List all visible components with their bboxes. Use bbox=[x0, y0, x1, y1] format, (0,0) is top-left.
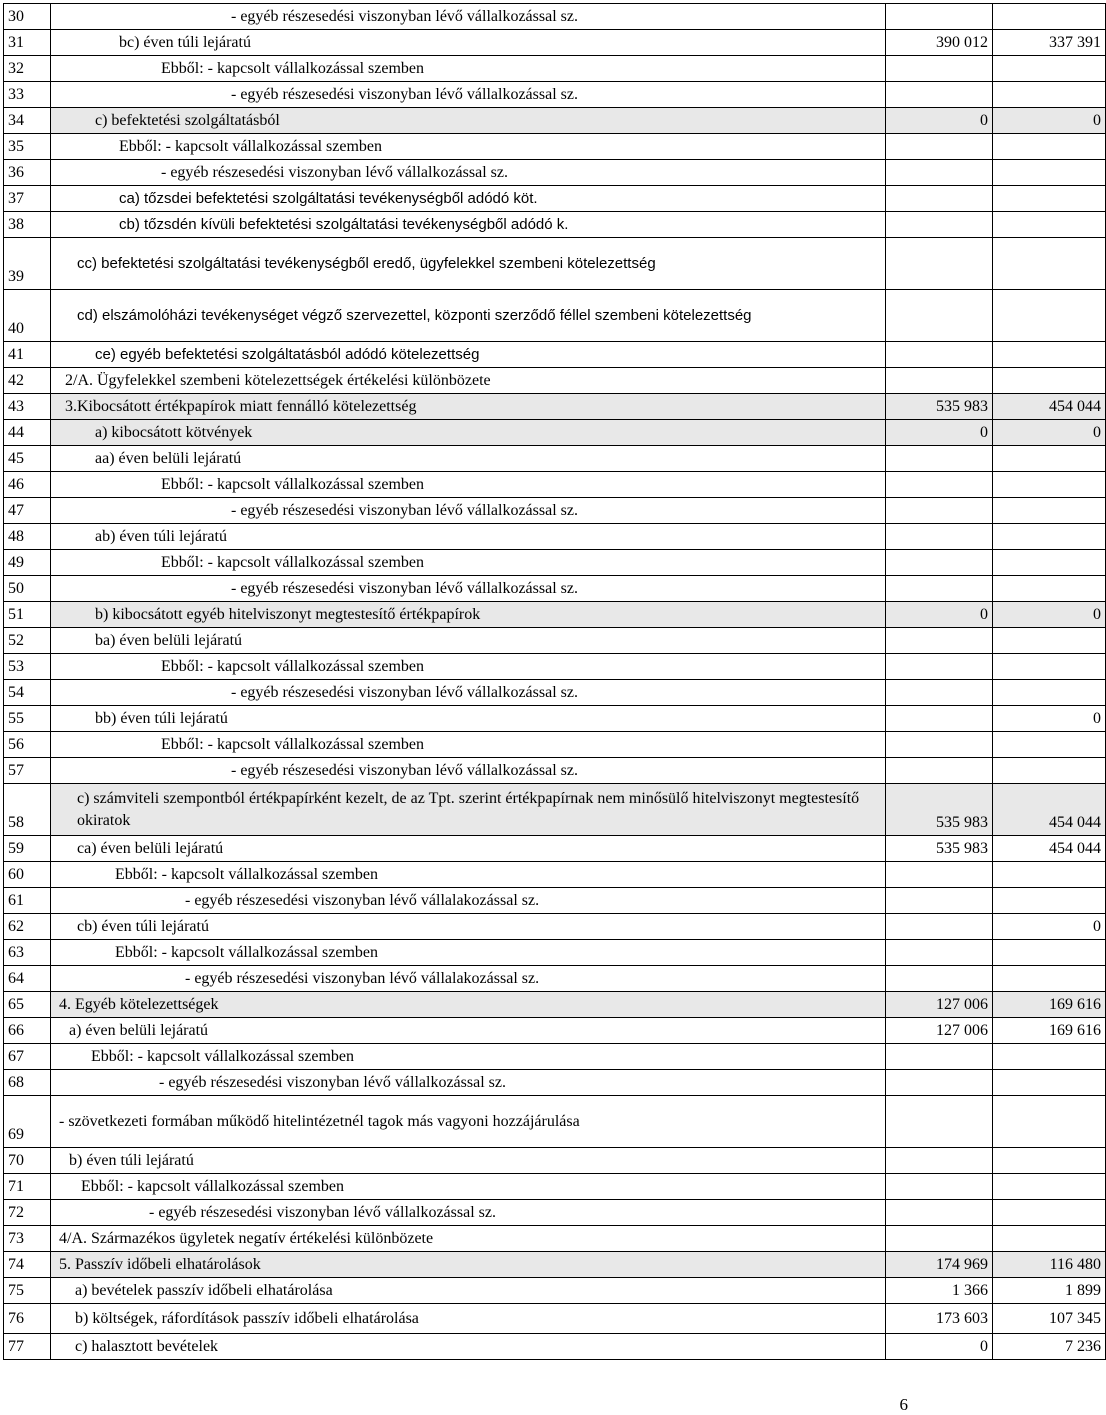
value-current bbox=[993, 732, 1106, 758]
row-number: 76 bbox=[4, 1304, 51, 1334]
value-current bbox=[993, 82, 1106, 108]
value-current bbox=[993, 1226, 1106, 1252]
value-previous bbox=[886, 238, 993, 290]
value-current: 169 616 bbox=[993, 1018, 1106, 1044]
value-current: 454 044 bbox=[993, 784, 1106, 836]
value-previous: 0 bbox=[886, 602, 993, 628]
row-description: Ebből: - kapcsolt vállalkozással szemben bbox=[51, 654, 886, 680]
value-previous: 1 366 bbox=[886, 1278, 993, 1304]
table-body bbox=[4, 4, 1106, 1360]
value-previous: 535 983 bbox=[886, 836, 993, 862]
row-description: cb) éven túli lejáratú bbox=[51, 914, 886, 940]
table-row bbox=[4, 1334, 1106, 1360]
row-number: 73 bbox=[4, 1226, 51, 1252]
table-row bbox=[4, 186, 1106, 212]
row-number: 43 bbox=[4, 394, 51, 420]
table-row bbox=[4, 56, 1106, 82]
table-row bbox=[4, 654, 1106, 680]
row-description: - egyéb részesedési viszonyban lévő vállalkozással sz. bbox=[51, 758, 886, 784]
row-number: 33 bbox=[4, 82, 51, 108]
value-current bbox=[993, 680, 1106, 706]
value-previous bbox=[886, 4, 993, 30]
row-number: 75 bbox=[4, 1278, 51, 1304]
table-row bbox=[4, 576, 1106, 602]
row-description: cb) tőzsdén kívüli befektetési szolgáltatási tevékenységből adódó k. bbox=[51, 212, 886, 238]
value-current: 0 bbox=[993, 706, 1106, 732]
row-description: Ebből: - kapcsolt vállalkozással szemben bbox=[51, 472, 886, 498]
value-current: 0 bbox=[993, 602, 1106, 628]
table-row bbox=[4, 940, 1106, 966]
table-row bbox=[4, 914, 1106, 940]
balance-sheet-table bbox=[3, 3, 1106, 1360]
row-description: bb) éven túli lejáratú bbox=[51, 706, 886, 732]
row-number: 69 bbox=[4, 1096, 51, 1148]
row-number: 62 bbox=[4, 914, 51, 940]
value-current bbox=[993, 290, 1106, 342]
table-row bbox=[4, 550, 1106, 576]
value-previous: 0 bbox=[886, 108, 993, 134]
table-row bbox=[4, 4, 1106, 30]
value-current bbox=[993, 1044, 1106, 1070]
row-description: cc) befektetési szolgáltatási tevékenységből eredő, ügyfelekkel szembeni kötelezettség bbox=[51, 238, 886, 290]
value-previous bbox=[886, 966, 993, 992]
value-previous bbox=[886, 134, 993, 160]
value-current: 0 bbox=[993, 108, 1106, 134]
table-row bbox=[4, 888, 1106, 914]
value-previous bbox=[886, 1044, 993, 1070]
table-row bbox=[4, 290, 1106, 342]
row-number: 37 bbox=[4, 186, 51, 212]
row-description: - egyéb részesedési viszonyban lévő vállalkozással sz. bbox=[51, 576, 886, 602]
row-number: 63 bbox=[4, 940, 51, 966]
table-row bbox=[4, 1070, 1106, 1096]
row-description: - egyéb részesedési viszonyban lévő vállalkozással sz. bbox=[51, 1200, 886, 1226]
table-row bbox=[4, 862, 1106, 888]
value-previous bbox=[886, 628, 993, 654]
row-description: b) éven túli lejáratú bbox=[51, 1148, 886, 1174]
value-current bbox=[993, 446, 1106, 472]
row-number: 59 bbox=[4, 836, 51, 862]
value-previous bbox=[886, 212, 993, 238]
row-number: 41 bbox=[4, 342, 51, 368]
value-current: 107 345 bbox=[993, 1304, 1106, 1334]
value-current: 454 044 bbox=[993, 836, 1106, 862]
row-description: Ebből: - kapcsolt vállalkozással szemben bbox=[51, 862, 886, 888]
value-current bbox=[993, 56, 1106, 82]
row-description: a) bevételek passzív időbeli elhatárolása bbox=[51, 1278, 886, 1304]
value-previous bbox=[886, 654, 993, 680]
table-row bbox=[4, 732, 1106, 758]
value-previous: 0 bbox=[886, 1334, 993, 1360]
row-description: - egyéb részesedési viszonyban lévő vállalakozással sz. bbox=[51, 888, 886, 914]
value-current bbox=[993, 1148, 1106, 1174]
table-row bbox=[4, 524, 1106, 550]
table-row bbox=[4, 420, 1106, 446]
table-row bbox=[4, 1304, 1106, 1334]
value-previous bbox=[886, 1226, 993, 1252]
row-description: - szövetkezeti formában működő hitelintézetnél tagok más vagyoni hozzájárulása bbox=[51, 1096, 886, 1148]
value-previous bbox=[886, 82, 993, 108]
value-current bbox=[993, 1096, 1106, 1148]
row-description: Ebből: - kapcsolt vállalkozással szemben bbox=[51, 1044, 886, 1070]
row-description: Ebből: - kapcsolt vállalkozással szemben bbox=[51, 940, 886, 966]
row-number: 70 bbox=[4, 1148, 51, 1174]
page-number: 6 bbox=[899, 1395, 908, 1414]
row-number: 46 bbox=[4, 472, 51, 498]
row-description: ce) egyéb befektetési szolgáltatásból adódó kötelezettség bbox=[51, 342, 886, 368]
table-row bbox=[4, 498, 1106, 524]
value-current bbox=[993, 966, 1106, 992]
row-description: c) befektetési szolgáltatásból bbox=[51, 108, 886, 134]
value-previous bbox=[886, 680, 993, 706]
value-current bbox=[993, 758, 1106, 784]
row-number: 47 bbox=[4, 498, 51, 524]
row-number: 56 bbox=[4, 732, 51, 758]
value-previous: 390 012 bbox=[886, 30, 993, 56]
value-previous bbox=[886, 576, 993, 602]
row-description: 4. Egyéb kötelezettségek bbox=[51, 992, 886, 1018]
table-row bbox=[4, 160, 1106, 186]
table-row bbox=[4, 472, 1106, 498]
row-description: - egyéb részesedési viszonyban lévő vállalkozással sz. bbox=[51, 498, 886, 524]
value-current: 454 044 bbox=[993, 394, 1106, 420]
row-description: Ebből: - kapcsolt vállalkozással szemben bbox=[51, 134, 886, 160]
value-current: 0 bbox=[993, 914, 1106, 940]
table-row bbox=[4, 30, 1106, 56]
row-number: 32 bbox=[4, 56, 51, 82]
row-description: ab) éven túli lejáratú bbox=[51, 524, 886, 550]
value-current bbox=[993, 212, 1106, 238]
value-current bbox=[993, 1174, 1106, 1200]
table-row bbox=[4, 1200, 1106, 1226]
row-description: - egyéb részesedési viszonyban lévő vállalkozással sz. bbox=[51, 680, 886, 706]
row-description: aa) éven belüli lejáratú bbox=[51, 446, 886, 472]
table-row bbox=[4, 836, 1106, 862]
value-current bbox=[993, 628, 1106, 654]
table-row bbox=[4, 680, 1106, 706]
row-number: 64 bbox=[4, 966, 51, 992]
row-description: 2/A. Ügyfelekkel szembeni kötelezettségek értékelési különbözete bbox=[51, 368, 886, 394]
value-current: 7 236 bbox=[993, 1334, 1106, 1360]
row-description: ca) tőzsdei befektetési szolgáltatási tevékenységből adódó köt. bbox=[51, 186, 886, 212]
row-description: 4/A. Származékos ügyletek negatív értékelési különbözete bbox=[51, 1226, 886, 1252]
row-number: 54 bbox=[4, 680, 51, 706]
value-current bbox=[993, 368, 1106, 394]
value-previous: 174 969 bbox=[886, 1252, 993, 1278]
row-description: b) kibocsátott egyéb hitelviszonyt megtestesítő értékpapírok bbox=[51, 602, 886, 628]
row-number: 40 bbox=[4, 290, 51, 342]
value-current bbox=[993, 186, 1106, 212]
value-current bbox=[993, 134, 1106, 160]
table-row bbox=[4, 992, 1106, 1018]
value-previous bbox=[886, 914, 993, 940]
row-number: 42 bbox=[4, 368, 51, 394]
row-description: a) éven belüli lejáratú bbox=[51, 1018, 886, 1044]
row-number: 50 bbox=[4, 576, 51, 602]
value-current bbox=[993, 524, 1106, 550]
row-description: - egyéb részesedési viszonyban lévő vállalkozással sz. bbox=[51, 82, 886, 108]
value-current bbox=[993, 472, 1106, 498]
value-previous bbox=[886, 732, 993, 758]
row-description: - egyéb részesedési viszonyban lévő vállalakozással sz. bbox=[51, 966, 886, 992]
value-current bbox=[993, 498, 1106, 524]
value-previous bbox=[886, 1070, 993, 1096]
row-number: 52 bbox=[4, 628, 51, 654]
row-description: - egyéb részesedési viszonyban lévő vállalkozással sz. bbox=[51, 160, 886, 186]
row-description: 3.Kibocsátott értékpapírok miatt fennálló kötelezettség bbox=[51, 394, 886, 420]
value-previous bbox=[886, 1174, 993, 1200]
table-row bbox=[4, 1018, 1106, 1044]
row-number: 55 bbox=[4, 706, 51, 732]
value-previous: 127 006 bbox=[886, 992, 993, 1018]
table-row bbox=[4, 1148, 1106, 1174]
value-previous bbox=[886, 446, 993, 472]
table-row bbox=[4, 1252, 1106, 1278]
value-current bbox=[993, 4, 1106, 30]
table-row bbox=[4, 368, 1106, 394]
table-row bbox=[4, 394, 1106, 420]
row-number: 57 bbox=[4, 758, 51, 784]
value-current bbox=[993, 888, 1106, 914]
value-previous bbox=[886, 498, 993, 524]
row-number: 38 bbox=[4, 212, 51, 238]
value-current bbox=[993, 654, 1106, 680]
value-current: 116 480 bbox=[993, 1252, 1106, 1278]
table-row bbox=[4, 238, 1106, 290]
table-row bbox=[4, 82, 1106, 108]
row-description: - egyéb részesedési viszonyban lévő vállalkozással sz. bbox=[51, 1070, 886, 1096]
row-number: 30 bbox=[4, 4, 51, 30]
row-number: 44 bbox=[4, 420, 51, 446]
value-previous bbox=[886, 186, 993, 212]
row-number: 49 bbox=[4, 550, 51, 576]
row-description: Ebből: - kapcsolt vállalkozással szemben bbox=[51, 732, 886, 758]
value-previous: 127 006 bbox=[886, 1018, 993, 1044]
row-description: Ebből: - kapcsolt vállalkozással szemben bbox=[51, 550, 886, 576]
value-current: 0 bbox=[993, 420, 1106, 446]
row-number: 31 bbox=[4, 30, 51, 56]
value-previous bbox=[886, 1148, 993, 1174]
table-row bbox=[4, 628, 1106, 654]
table-row bbox=[4, 1278, 1106, 1304]
row-number: 51 bbox=[4, 602, 51, 628]
value-current bbox=[993, 550, 1106, 576]
table-row bbox=[4, 966, 1106, 992]
value-previous bbox=[886, 472, 993, 498]
value-current bbox=[993, 160, 1106, 186]
table-row bbox=[4, 784, 1106, 836]
table-row bbox=[4, 758, 1106, 784]
value-previous bbox=[886, 940, 993, 966]
row-description: Ebből: - kapcsolt vállalkozással szemben bbox=[51, 1174, 886, 1200]
value-previous bbox=[886, 758, 993, 784]
row-description: ca) éven belüli lejáratú bbox=[51, 836, 886, 862]
table-row bbox=[4, 446, 1106, 472]
row-number: 72 bbox=[4, 1200, 51, 1226]
row-description: cd) elszámolóházi tevékenységet végző szervezettel, központi szerződő féllel szembeni kötelezettség bbox=[51, 290, 886, 342]
value-current bbox=[993, 342, 1106, 368]
row-number: 71 bbox=[4, 1174, 51, 1200]
table-row bbox=[4, 342, 1106, 368]
value-current bbox=[993, 576, 1106, 602]
value-previous bbox=[886, 290, 993, 342]
table-row bbox=[4, 134, 1106, 160]
value-previous: 535 983 bbox=[886, 784, 993, 836]
row-number: 65 bbox=[4, 992, 51, 1018]
table-row bbox=[4, 212, 1106, 238]
row-number: 48 bbox=[4, 524, 51, 550]
value-previous bbox=[886, 550, 993, 576]
value-current bbox=[993, 238, 1106, 290]
row-number: 35 bbox=[4, 134, 51, 160]
value-previous bbox=[886, 862, 993, 888]
value-previous bbox=[886, 706, 993, 732]
value-current: 1 899 bbox=[993, 1278, 1106, 1304]
row-number: 67 bbox=[4, 1044, 51, 1070]
value-current bbox=[993, 1070, 1106, 1096]
value-previous bbox=[886, 524, 993, 550]
table-row bbox=[4, 706, 1106, 732]
row-description: a) kibocsátott kötvények bbox=[51, 420, 886, 446]
table-row bbox=[4, 1226, 1106, 1252]
row-number: 77 bbox=[4, 1334, 51, 1360]
row-description: ba) éven belüli lejáratú bbox=[51, 628, 886, 654]
row-number: 34 bbox=[4, 108, 51, 134]
row-description: c) halasztott bevételek bbox=[51, 1334, 886, 1360]
row-number: 58 bbox=[4, 784, 51, 836]
table-row bbox=[4, 602, 1106, 628]
value-current bbox=[993, 862, 1106, 888]
row-number: 45 bbox=[4, 446, 51, 472]
value-previous bbox=[886, 888, 993, 914]
value-current: 337 391 bbox=[993, 30, 1106, 56]
value-previous bbox=[886, 1200, 993, 1226]
value-previous: 173 603 bbox=[886, 1304, 993, 1334]
table-row bbox=[4, 1174, 1106, 1200]
table-row bbox=[4, 108, 1106, 134]
value-previous bbox=[886, 342, 993, 368]
row-description: b) költségek, ráfordítások passzív időbeli elhatárolása bbox=[51, 1304, 886, 1334]
value-previous bbox=[886, 160, 993, 186]
row-description: 5. Passzív időbeli elhatárolások bbox=[51, 1252, 886, 1278]
row-number: 61 bbox=[4, 888, 51, 914]
value-previous bbox=[886, 1096, 993, 1148]
value-current bbox=[993, 1200, 1106, 1226]
row-description: bc) éven túli lejáratú bbox=[51, 30, 886, 56]
row-number: 36 bbox=[4, 160, 51, 186]
row-description: - egyéb részesedési viszonyban lévő vállalkozással sz. bbox=[51, 4, 886, 30]
row-number: 53 bbox=[4, 654, 51, 680]
value-previous: 535 983 bbox=[886, 394, 993, 420]
table-row bbox=[4, 1044, 1106, 1070]
value-previous bbox=[886, 368, 993, 394]
row-number: 68 bbox=[4, 1070, 51, 1096]
row-number: 66 bbox=[4, 1018, 51, 1044]
row-number: 39 bbox=[4, 238, 51, 290]
row-number: 74 bbox=[4, 1252, 51, 1278]
row-description: Ebből: - kapcsolt vállalkozással szemben bbox=[51, 56, 886, 82]
row-number: 60 bbox=[4, 862, 51, 888]
value-previous: 0 bbox=[886, 420, 993, 446]
table-row bbox=[4, 1096, 1106, 1148]
row-description: c) számviteli szempontból értékpapírként kezelt, de az Tpt. szerint értékpapírnak nem minősülő hitelviszonyt megtestesítő okiratok bbox=[51, 784, 886, 836]
value-previous bbox=[886, 56, 993, 82]
value-current bbox=[993, 940, 1106, 966]
value-current: 169 616 bbox=[993, 992, 1106, 1018]
